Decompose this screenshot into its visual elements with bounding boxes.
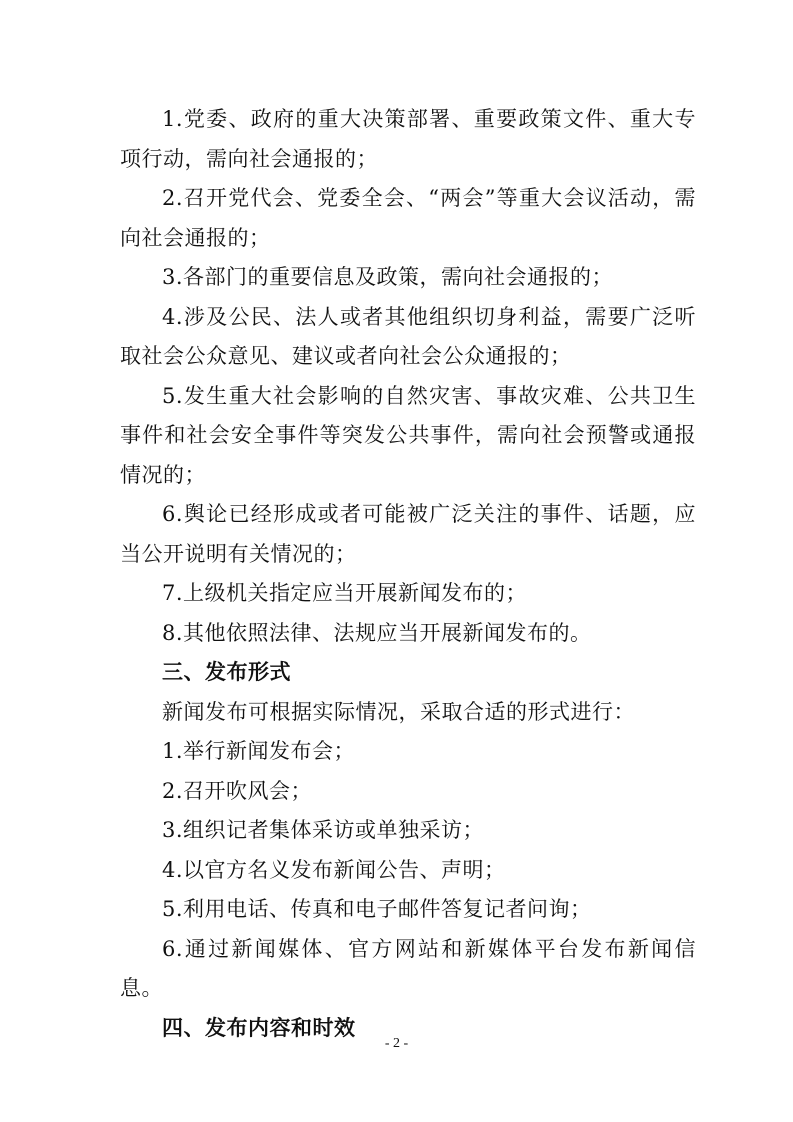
- list-item: 3.各部门的重要信息及政策，需向社会通报的；: [162, 265, 614, 289]
- intro-paragraph: 新闻发布可根据实际情况，采取合适的形式进行：: [162, 699, 635, 724]
- list-item: 4.以官方名义发布新闻公告、声明；: [162, 857, 506, 882]
- list-item: 2.召开吹风会；: [162, 778, 313, 803]
- list-item: 4.涉及公民、法人或者其他组织切身利益，需要广泛听取社会公众意见、建议或者向社会公众通报的；: [120, 304, 696, 368]
- section-heading: 四、发布内容和时效: [162, 1015, 356, 1040]
- list-item: 6.通过新闻媒体、官方网站和新媒体平台发布新闻信息。: [120, 936, 696, 1000]
- list-item: 5.发生重大社会影响的自然灾害、事故灾难、公共卫生事件和社会安全事件等突发公共事件，需向社会预警或通报情况的；: [120, 383, 696, 487]
- document-body: [120, 100, 696, 1048]
- list-item: 5.利用电话、传真和电子邮件答复记者问询；: [162, 897, 592, 921]
- page-number: - 2 -: [384, 1036, 409, 1051]
- section-heading: 三、发布形式: [162, 660, 291, 684]
- list-item: 2.召开党代会、党委全会、“两会”等重大会议活动，需向社会通报的；: [120, 186, 696, 250]
- list-item: 3.组织记者集体采访或单独采访；: [162, 818, 485, 842]
- list-item: 1.党委、政府的重大决策部署、重要政策文件、重大专项行动，需向社会通报的；: [120, 107, 696, 171]
- list-item: 8.其他依照法律、法规应当开展新闻发布的。: [162, 620, 592, 645]
- list-item: 6.舆论已经形成或者可能被广泛关注的事件、话题，应当公开说明有关情况的；: [120, 502, 696, 566]
- list-item: 1.举行新闻发布会；: [162, 739, 356, 763]
- list-item: 7.上级机关指定应当开展新闻发布的；: [162, 581, 528, 605]
